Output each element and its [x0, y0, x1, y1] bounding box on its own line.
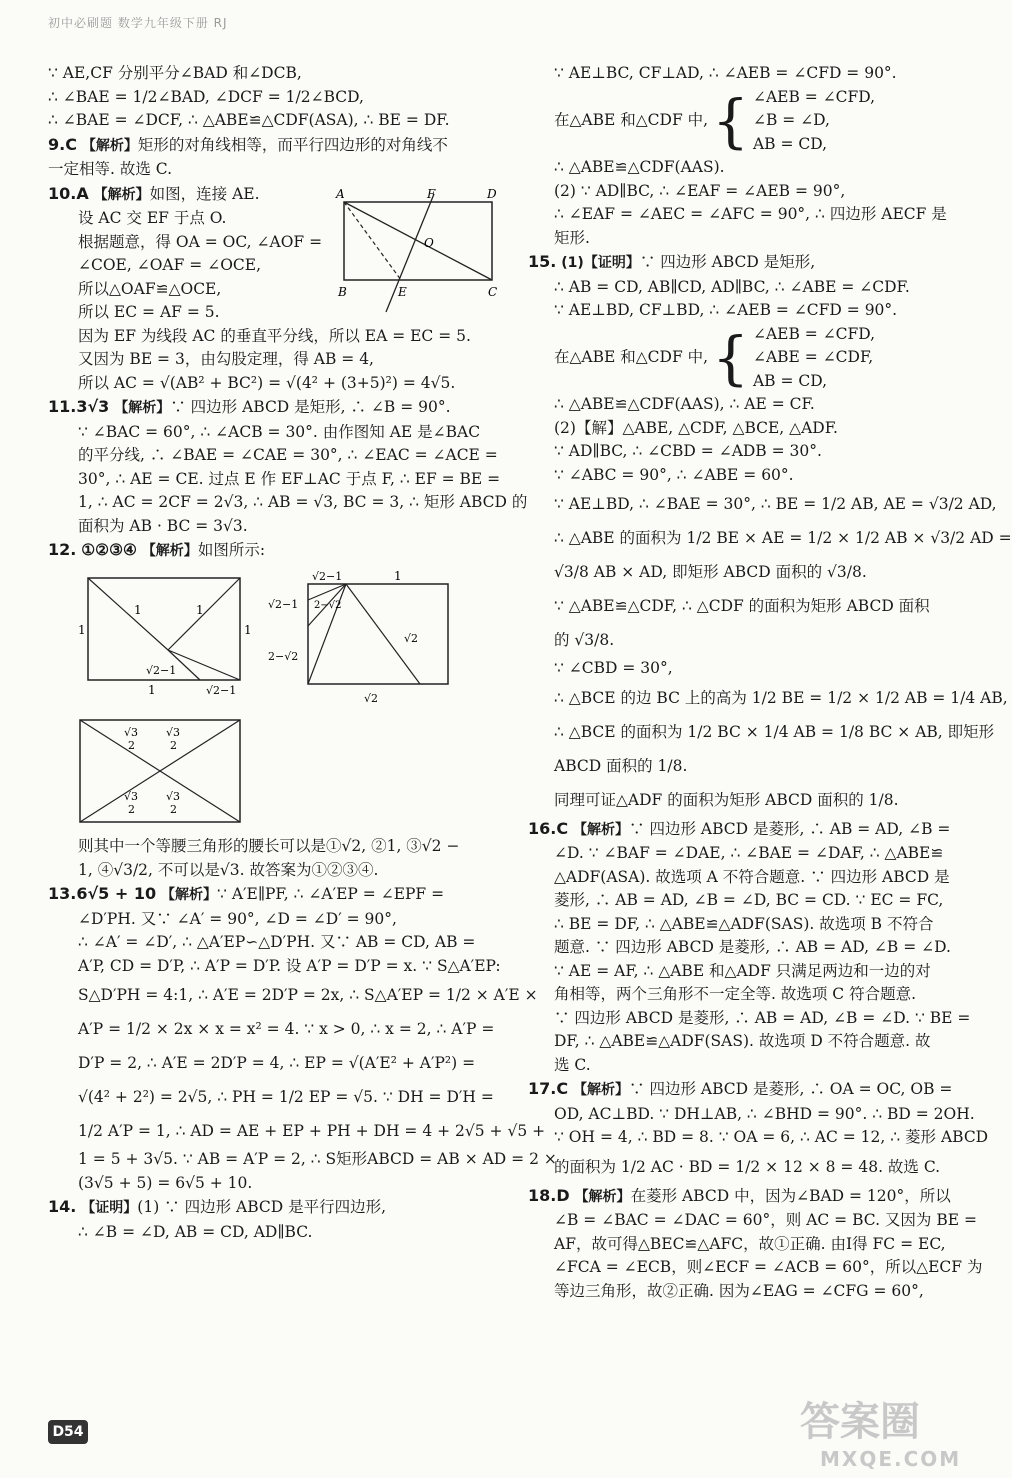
text-line: (3√5 + 5) = 6√5 + 10.: [78, 1173, 253, 1192]
text-line: 面积为 AB · BC = 3√3.: [78, 516, 248, 535]
congruence-system: [528, 323, 973, 394]
seg-label: 1: [196, 602, 204, 617]
seg-label: 1: [148, 682, 156, 697]
text-line: △ADF(ASA). 故选项 A 不符合题意. ∵ 四边形 ABCD 是: [554, 867, 950, 886]
question-number: 13.6√5 + 10: [48, 884, 157, 903]
page-header: 初中必刷题 数学九年级下册 RJ: [48, 16, 228, 30]
analysis-tag: 【解析】: [161, 887, 218, 903]
analysis-tag: 【解析】: [141, 543, 198, 559]
right-column: [528, 62, 1012, 1303]
text-line: ∠B = ∠BAC = ∠DAC = 60°，则 AC = BC. 又因为 BE =: [554, 1211, 977, 1229]
seg-label: √2−1: [312, 569, 343, 583]
condition: ∠AEB = ∠CFD,: [752, 87, 876, 106]
page-number-badge: D54: [48, 1420, 88, 1444]
text-line: 在△ABE 和△CDF 中,: [554, 111, 709, 129]
text-line: 1 = 5 + 3√5. ∵ AB = A′P = 2, ∴ S矩形ABCD = AB × AD = 2 ×: [78, 1150, 557, 1168]
text-line: 题意. ∵ 四边形 ABCD 是菱形, ∴ AB = AD, ∠B = ∠D.: [554, 938, 951, 956]
label-O: O: [424, 235, 434, 250]
seg-label: 1: [78, 622, 86, 637]
seg-label: √2−1: [268, 597, 299, 611]
condition: ∠ABE = ∠CDF,: [752, 348, 874, 366]
text-line: ∠D. ∵ ∠BAF = ∠DAE, ∴ ∠BAE = ∠DAF, ∴ △ABE≌: [554, 844, 944, 862]
seg-label: √2: [364, 691, 379, 705]
text-line: ∴ △ABE 的面积为 1/2 BE × AE = 1/2 × 1/2 AB × √3/2 AD =: [554, 529, 1012, 547]
text-line: AF，故可得△BEC≌△AFC，故①正确. 由Ⅰ得 FC = EC,: [554, 1234, 946, 1253]
answer-text: 如图所示:: [197, 541, 266, 559]
text-line: ∵ AE,CF 分别平分∠BAD 和∠DCB,: [48, 64, 302, 82]
proof-tag: (1)【证明】: [561, 255, 640, 271]
question-18: [528, 1184, 983, 1304]
label-D: D: [487, 186, 497, 201]
text-line: ∴ △ABE≌△CDF(AAS).: [554, 158, 725, 176]
condition: ∠B = ∠D,: [752, 111, 830, 129]
answer-text: ∵ 四边形 ABCD 是矩形, ∴ ∠B = 90°.: [170, 398, 451, 416]
seg-label: √3: [166, 789, 181, 803]
seg-label: 2: [128, 802, 135, 816]
text-line: ∠COE, ∠OAF = ∠OCE,: [78, 256, 262, 274]
text-line: 一定相等. 故选 C.: [48, 160, 173, 178]
seg-label: 2: [170, 738, 177, 752]
text-line: DF, ∴ △ABE≌△ADF(SAS). 故选项 D 不符合题意. 故: [554, 1032, 931, 1050]
question-16: [528, 817, 973, 1078]
analysis-tag: 【解析】: [81, 137, 138, 154]
text-line: ∴ △BCE 的边 BC 上的高为 1/2 BE = 1/2 × 1/2 AB = 1/4 AB,: [554, 688, 1008, 707]
analysis-tag: 【解析】: [574, 1188, 631, 1205]
text-line: ∵ △ABE≌△CDF, ∴ △CDF 的面积为矩形 ABCD 面积: [554, 597, 930, 615]
analysis-tag: 【解析】: [573, 1082, 630, 1098]
figure-12-rect-3: [76, 716, 246, 828]
text-line: 1, ∴ AC = 2CF = 2√3, ∴ AB = √3, BC = 3, ∴ 矩形 ABCD 的: [78, 493, 528, 511]
question-number: 11.3√3: [48, 397, 110, 416]
text-line: ABCD 面积的 1/8.: [554, 756, 688, 775]
text-line: 菱形, ∴ AB = AD, ∠B = ∠D, BC = CD. ∵ EC = FC,: [554, 891, 944, 909]
answer-text: ∵ 四边形 ABCD 是菱形, ∴ OA = OC, OB =: [629, 1080, 953, 1098]
question-15: [528, 250, 1012, 817]
text-line: ∴ AB = CD, AB∥CD, AD∥BC, ∴ ∠ABE = ∠CDF.: [554, 277, 910, 296]
question-14: [48, 1195, 498, 1244]
text-line: ∴ △ABE≌△CDF(AAS), ∴ AE = CF.: [554, 395, 815, 413]
figure-10-rectangle: [334, 184, 500, 318]
text-line: ∴ ∠EAF = ∠AEC = ∠AFC = 90°, ∴ 四边形 AECF 是: [554, 205, 947, 223]
seg-label: √3: [124, 789, 139, 803]
answer-text: 如图，连接 AE.: [149, 184, 260, 203]
text-line: ∴ BE = DF, ∴ △ABE≌△ADF(SAS). 故选项 B 不符合: [554, 914, 934, 933]
question-number: 17.C: [528, 1079, 569, 1098]
text-line: ∵ AE⊥BD, CF⊥BD, ∴ ∠AEB = ∠CFD = 90°.: [554, 301, 898, 319]
text-line: √3/8 AB × AD, 即矩形 ABCD 面积的 √3/8.: [554, 563, 867, 581]
text-line: 设 AC 交 EF 于点 O.: [78, 209, 227, 227]
answer-choices: ①②③④: [81, 540, 137, 559]
seg-label: √2−1: [206, 683, 237, 697]
text-line: (2) ∵ AD∥BC, ∴ ∠EAF = ∠AEB = 90°,: [554, 181, 846, 200]
seg-label: √3: [124, 725, 139, 739]
brace-icon: {: [712, 86, 749, 155]
text-line: 的 √3/8.: [554, 631, 615, 649]
text-line: OD, AC⊥BD. ∵ DH⊥AB, ∴ ∠BHD = 90°. ∴ BD = 2OH.: [554, 1104, 975, 1123]
text-line: A′P, CD = D′P, ∴ A′P = D′P. 设 A′P = D′P = x. ∵ S△A′EP:: [78, 956, 501, 975]
seg-label: √2: [404, 631, 419, 645]
text-line: 根据题意，得 OA = OC, ∠AOF =: [78, 232, 323, 251]
seg-label: 1: [244, 622, 252, 637]
text-line: ∵ OH = 4, ∴ BD = 8. ∵ OA = 6, ∴ AC = 12, ∴ 菱形 ABCD: [554, 1128, 989, 1146]
seg-label: 2: [128, 738, 135, 752]
text-line: ∵ AD∥BC, ∴ ∠CBD = ∠ADB = 30°.: [554, 442, 822, 460]
text-line: ∠FCA = ∠ECB，则∠ECF = ∠ACB = 60°，所以△ECF 为: [554, 1258, 983, 1276]
brace-icon: {: [712, 323, 749, 392]
question-number: 14.: [48, 1197, 77, 1216]
text-line: ∵ 四边形 ABCD 是菱形, ∴ AB = AD, ∠B = ∠D. ∵ BE =: [554, 1008, 971, 1027]
question-17: [528, 1077, 989, 1184]
label-A: A: [336, 186, 345, 201]
text-line: 的平分线, ∴ ∠BAE = ∠CAE = 30°, ∴ ∠EAC = ∠ACE =: [78, 446, 498, 464]
watermark-url: MXQE.COM: [820, 1447, 962, 1471]
text-line: 1/2 A′P = 1, ∴ AD = AE + EP + PH + DH = 4 + 2√5 + √5 +: [78, 1122, 546, 1140]
text-line: ∵ ∠CBD = 30°,: [554, 659, 673, 677]
text-line: ∵ AE⊥BD, ∴ ∠BAE = 30°, ∴ BE = 1/2 AB, AE = √3/2 AD,: [554, 495, 997, 513]
seg-label: 2−√2: [314, 599, 342, 611]
text-line: ∠D′PH. 又∵ ∠A′ = 90°, ∠D = ∠D′ = 90°,: [78, 909, 397, 928]
seg-label: √3: [166, 725, 181, 739]
text-line: 选 C.: [554, 1055, 591, 1074]
text-line: 因为 EF 为线段 AC 的垂直平分线，所以 EA = EC = 5.: [78, 326, 471, 345]
seg-label: 1: [134, 602, 142, 617]
text-line: 所以△OAF≌△OCE,: [78, 279, 222, 298]
question-number: 15.: [528, 252, 557, 271]
text-line: 所以 EC = AF = 5.: [78, 303, 220, 321]
text-line: 又因为 BE = 3，由勾股定理，得 AB = 4,: [78, 350, 374, 368]
question-number: 10.A: [48, 183, 89, 203]
question-11: [48, 395, 528, 538]
text-line: ∴ ∠B = ∠D, AB = CD, AD∥BC.: [78, 1222, 313, 1241]
text-line: ∵ AE = AF, ∴ △ABE 和△ADF 只满足两边和一边的对: [554, 961, 931, 980]
figure-12-rect-2: [268, 570, 454, 710]
answer-text: 矩形的对角线相等，而平行四边形的对角线不: [137, 135, 448, 154]
question-12: [48, 538, 498, 882]
text-line: 的面积为 1/2 AC · BD = 1/2 × 12 × 8 = 48. 故选 C.: [554, 1157, 941, 1176]
seg-label: √2−1: [146, 663, 177, 677]
text-line: 在△ABE 和△CDF 中,: [554, 348, 709, 366]
question-number: 9.C: [48, 134, 77, 154]
text-line: ∵ ∠ABC = 90°, ∴ ∠ABE = 60°.: [554, 465, 794, 484]
condition: AB = CD,: [752, 371, 828, 390]
text-line: (2)【解】△ABE, △CDF, △BCE, △ADF.: [554, 418, 838, 437]
text-line: 等边三角形，故②正确. 因为∠EAG = ∠CFG = 60°,: [554, 1281, 924, 1300]
question-number: 16.C: [528, 818, 569, 838]
text-line: 矩形.: [554, 228, 590, 247]
condition: AB = CD,: [752, 134, 828, 153]
text-line: ∴ ∠A′ = ∠D′, ∴ △A′EP∽△D′PH. 又∵ AB = CD, AB =: [78, 933, 476, 951]
text-line: ∵ ∠BAC = 60°, ∴ ∠ACB = 30°. 由作图知 AE 是∠BAC: [78, 422, 481, 441]
label-B: B: [338, 284, 347, 299]
question-9: [48, 133, 498, 159]
proof-tag: 【证明】: [81, 1200, 138, 1216]
question-10: [48, 182, 498, 396]
text-line: ∴ △BCE 的面积为 1/2 BC × 1/4 AB = 1/8 BC × AB, 即矩形: [554, 722, 995, 741]
label-F: F: [427, 186, 436, 201]
text-line: 同理可证△ADF 的面积为矩形 ABCD 面积的 1/8.: [554, 790, 899, 809]
seg-label: 2: [170, 802, 177, 816]
text-line: ∵ AE⊥BC, CF⊥AD, ∴ ∠AEB = ∠CFD = 90°.: [554, 64, 897, 82]
label-C: C: [488, 284, 498, 299]
seg-label: 1: [394, 568, 402, 583]
answer-text: ∵ 四边形 ABCD 是菱形, ∴ AB = AD, ∠B =: [629, 819, 951, 838]
watermark-title: 答案圈: [800, 1399, 920, 1445]
watermark-logo: [800, 1390, 961, 1471]
text-line: D′P = 2, ∴ A′E = 2D′P = 4, ∴ EP = √(A′E² + A′P²) =: [78, 1054, 476, 1072]
text-line: √(4² + 2²) = 2√5, ∴ PH = 1/2 EP = √5. ∵ DH = D′H =: [78, 1088, 494, 1106]
analysis-tag: 【解析】: [573, 821, 630, 838]
question-number: 12.: [48, 540, 77, 559]
text-line: 角相等，两个三角形不一定全等. 故选项 C 符合题意.: [554, 985, 916, 1003]
analysis-tag: 【解析】: [93, 186, 150, 203]
question-number: 18.D: [528, 1185, 570, 1205]
text-line: ∴ ∠BAE = 1/2∠BAD, ∠DCF = 1/2∠BCD,: [48, 87, 364, 106]
text-line: ∴ ∠BAE = ∠DCF, ∴ △ABE≌△CDF(ASA), ∴ BE = DF.: [48, 111, 450, 129]
label-E: E: [398, 284, 407, 299]
answer-text: (1) ∵ 四边形 ABCD 是平行四边形,: [137, 1198, 387, 1216]
congruence-system: [528, 86, 973, 157]
answer-text: ∵ 四边形 ABCD 是矩形,: [639, 253, 816, 271]
condition: ∠AEB = ∠CFD,: [752, 324, 876, 343]
text-line: A′P = 1/2 × 2x × x = x² = 4. ∵ x > 0, ∴ x = 2, ∴ A′P =: [78, 1020, 495, 1038]
figure-12-rect-1: [78, 570, 254, 700]
text-line: S△D′PH = 4:1, ∴ A′E = 2D′P = 2x, ∴ S△A′EP = 1/2 × A′E ×: [78, 986, 538, 1004]
answer-text: ∵ A′E∥PF, ∴ ∠A′EP = ∠EPF =: [217, 885, 445, 903]
text-line: 1, ④√3/2, 不可以是√3. 故答案为①②③④.: [78, 860, 379, 879]
text-line: 则其中一个等腰三角形的腰长可以是①√2, ②1, ③√2 −: [78, 837, 460, 855]
analysis-tag: 【解析】: [114, 400, 171, 416]
answer-text: 在菱形 ABCD 中，因为∠BAD = 120°，所以: [630, 1186, 951, 1205]
text-line: 所以 AC = √(AB² + BC²) = √(4² + (3+5)²) = 4√5.: [78, 373, 456, 392]
text-line: 30°, ∴ AE = CE. 过点 E 作 EF⊥AC 于点 F, ∴ EF = BE =: [78, 469, 501, 488]
seg-label: 2−√2: [268, 649, 299, 663]
